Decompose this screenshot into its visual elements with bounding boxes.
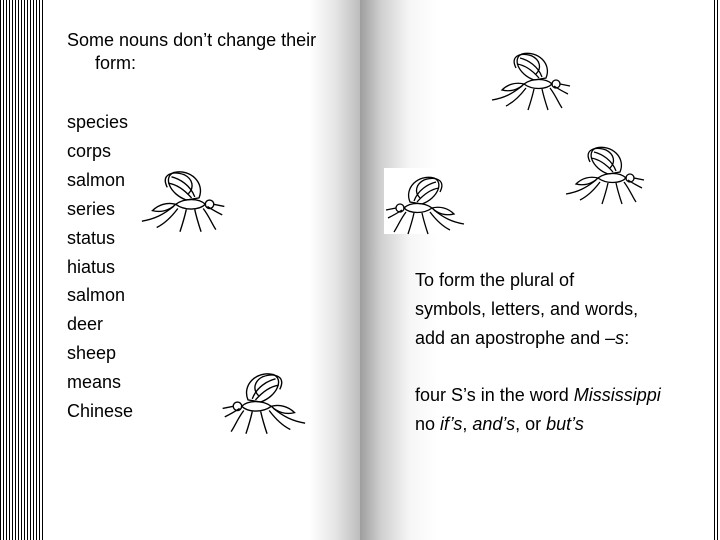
example-2-buts: but’s	[546, 413, 584, 434]
list-item: series	[67, 198, 116, 219]
list-item: salmon	[67, 169, 126, 190]
example-2-comma-1: ,	[462, 413, 473, 434]
noun-list	[67, 108, 133, 426]
plural-rule-text	[415, 266, 705, 353]
intro-line-1: Some nouns don’t change their	[67, 30, 317, 50]
intro-line-2: form:	[95, 53, 137, 73]
list-item: means	[67, 372, 122, 393]
rule-line-2: symbols, letters, and words,	[415, 298, 639, 319]
list-item: salmon	[67, 285, 126, 306]
mosquito-icon	[486, 44, 572, 114]
rule-line-3	[415, 324, 705, 353]
example-2-or: , or	[515, 413, 547, 434]
list-item: species	[67, 112, 129, 132]
example-2-ifs: if’s	[440, 413, 463, 434]
rule-line-3-text: add an apostrophe and	[415, 327, 606, 348]
book-edge-stripes-left	[0, 0, 44, 540]
book-edge-stripes-right	[714, 0, 720, 540]
list-item: deer	[67, 314, 104, 335]
example-2-ands: and’s	[472, 413, 516, 434]
rule-colon: :	[624, 327, 630, 348]
example-1-word: Mississippi	[573, 385, 661, 405]
example-line-1	[415, 381, 715, 410]
list-item: corps	[67, 140, 112, 161]
mosquito-icon	[560, 138, 646, 208]
example-2-no: no	[415, 413, 441, 434]
rule-suffix: –s	[605, 327, 625, 348]
mosquito-icon	[218, 364, 314, 438]
example-1-text: four S’s in the word	[415, 385, 574, 405]
list-item: Chinese	[67, 401, 134, 422]
list-item: status	[67, 227, 116, 248]
example-line-2	[415, 410, 715, 439]
plural-examples	[415, 381, 715, 439]
mosquito-icon	[384, 168, 470, 238]
list-item: sheep	[67, 343, 117, 364]
list-item: hiatus	[67, 256, 116, 277]
intro-text	[67, 29, 357, 75]
rule-line-1: To form the plural of	[415, 270, 575, 290]
mosquito-icon	[133, 162, 229, 236]
